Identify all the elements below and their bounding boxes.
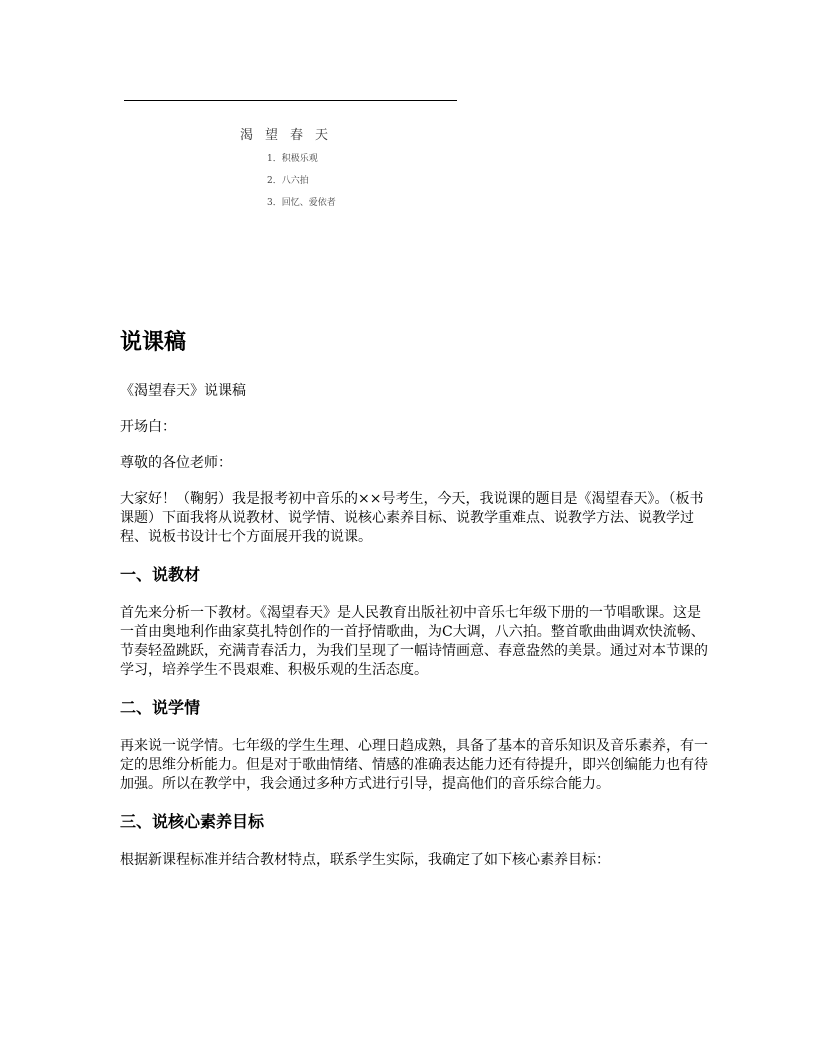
section-heading-students: 二、说学情: [120, 698, 201, 717]
board-item: 2．八六拍: [267, 176, 309, 186]
section-body-students: 再来说一说学情。七年级的学生生理、心理日趋成熟，具备了基本的音乐知识及音乐素养，有一定的思维分析能力。但是对于歌曲情绪、情感的准确表达能力还有待提升，即兴创编能力也有待加强。所以在教学中，我会通过多种方式进行引导，提高他们的音乐综合能力。: [120, 738, 708, 792]
document-title: 说课稿: [120, 330, 187, 355]
section-heading-textbook: 一、说教材: [120, 565, 201, 584]
document-body: [120, 326, 710, 887]
section-body-goals: 根据新课程标准并结合教材特点，联系学生实际，我确定了如下核心素养目标：: [120, 852, 610, 868]
greeting: 尊敬的各位老师：: [120, 455, 232, 471]
top-divider: [124, 100, 457, 101]
board-item: 1．积极乐观: [267, 154, 318, 164]
document-subtitle: 《渴望春天》说课稿: [120, 383, 246, 399]
board-title: 渴望春天: [240, 128, 341, 143]
section-heading-goals: 三、说核心素养目标: [120, 812, 265, 831]
blackboard-design: [240, 128, 440, 220]
opening-label: 开场白：: [120, 419, 176, 435]
section-body-textbook: 首先来分析一下教材。《渴望春天》是人民教育出版社初中音乐七年级下册的一节唱歌课。这是一首由奥地利作曲家莫扎特创作的一首抒情歌曲，为C大调，八六拍。整首歌曲曲调欢快流畅、节奏轻盈跳跃，充满青春活力，为我们呈现了一幅诗情画意、春意盎然的美景。通过对本节课的学习，培养学生不畏艰难、积极乐观的生活态度。: [120, 605, 708, 678]
board-item: 3．回忆、爱依者: [267, 198, 336, 208]
intro-paragraph: 大家好！（鞠躬）我是报考初中音乐的××号考生，今天，我说课的题目是《渴望春天》。（板书课题）下面我将从说教材、说学情、说核心素养目标、说教学重难点、说教学方法、说教学过程、说板书设计七个方面展开我的说课。: [120, 491, 704, 545]
